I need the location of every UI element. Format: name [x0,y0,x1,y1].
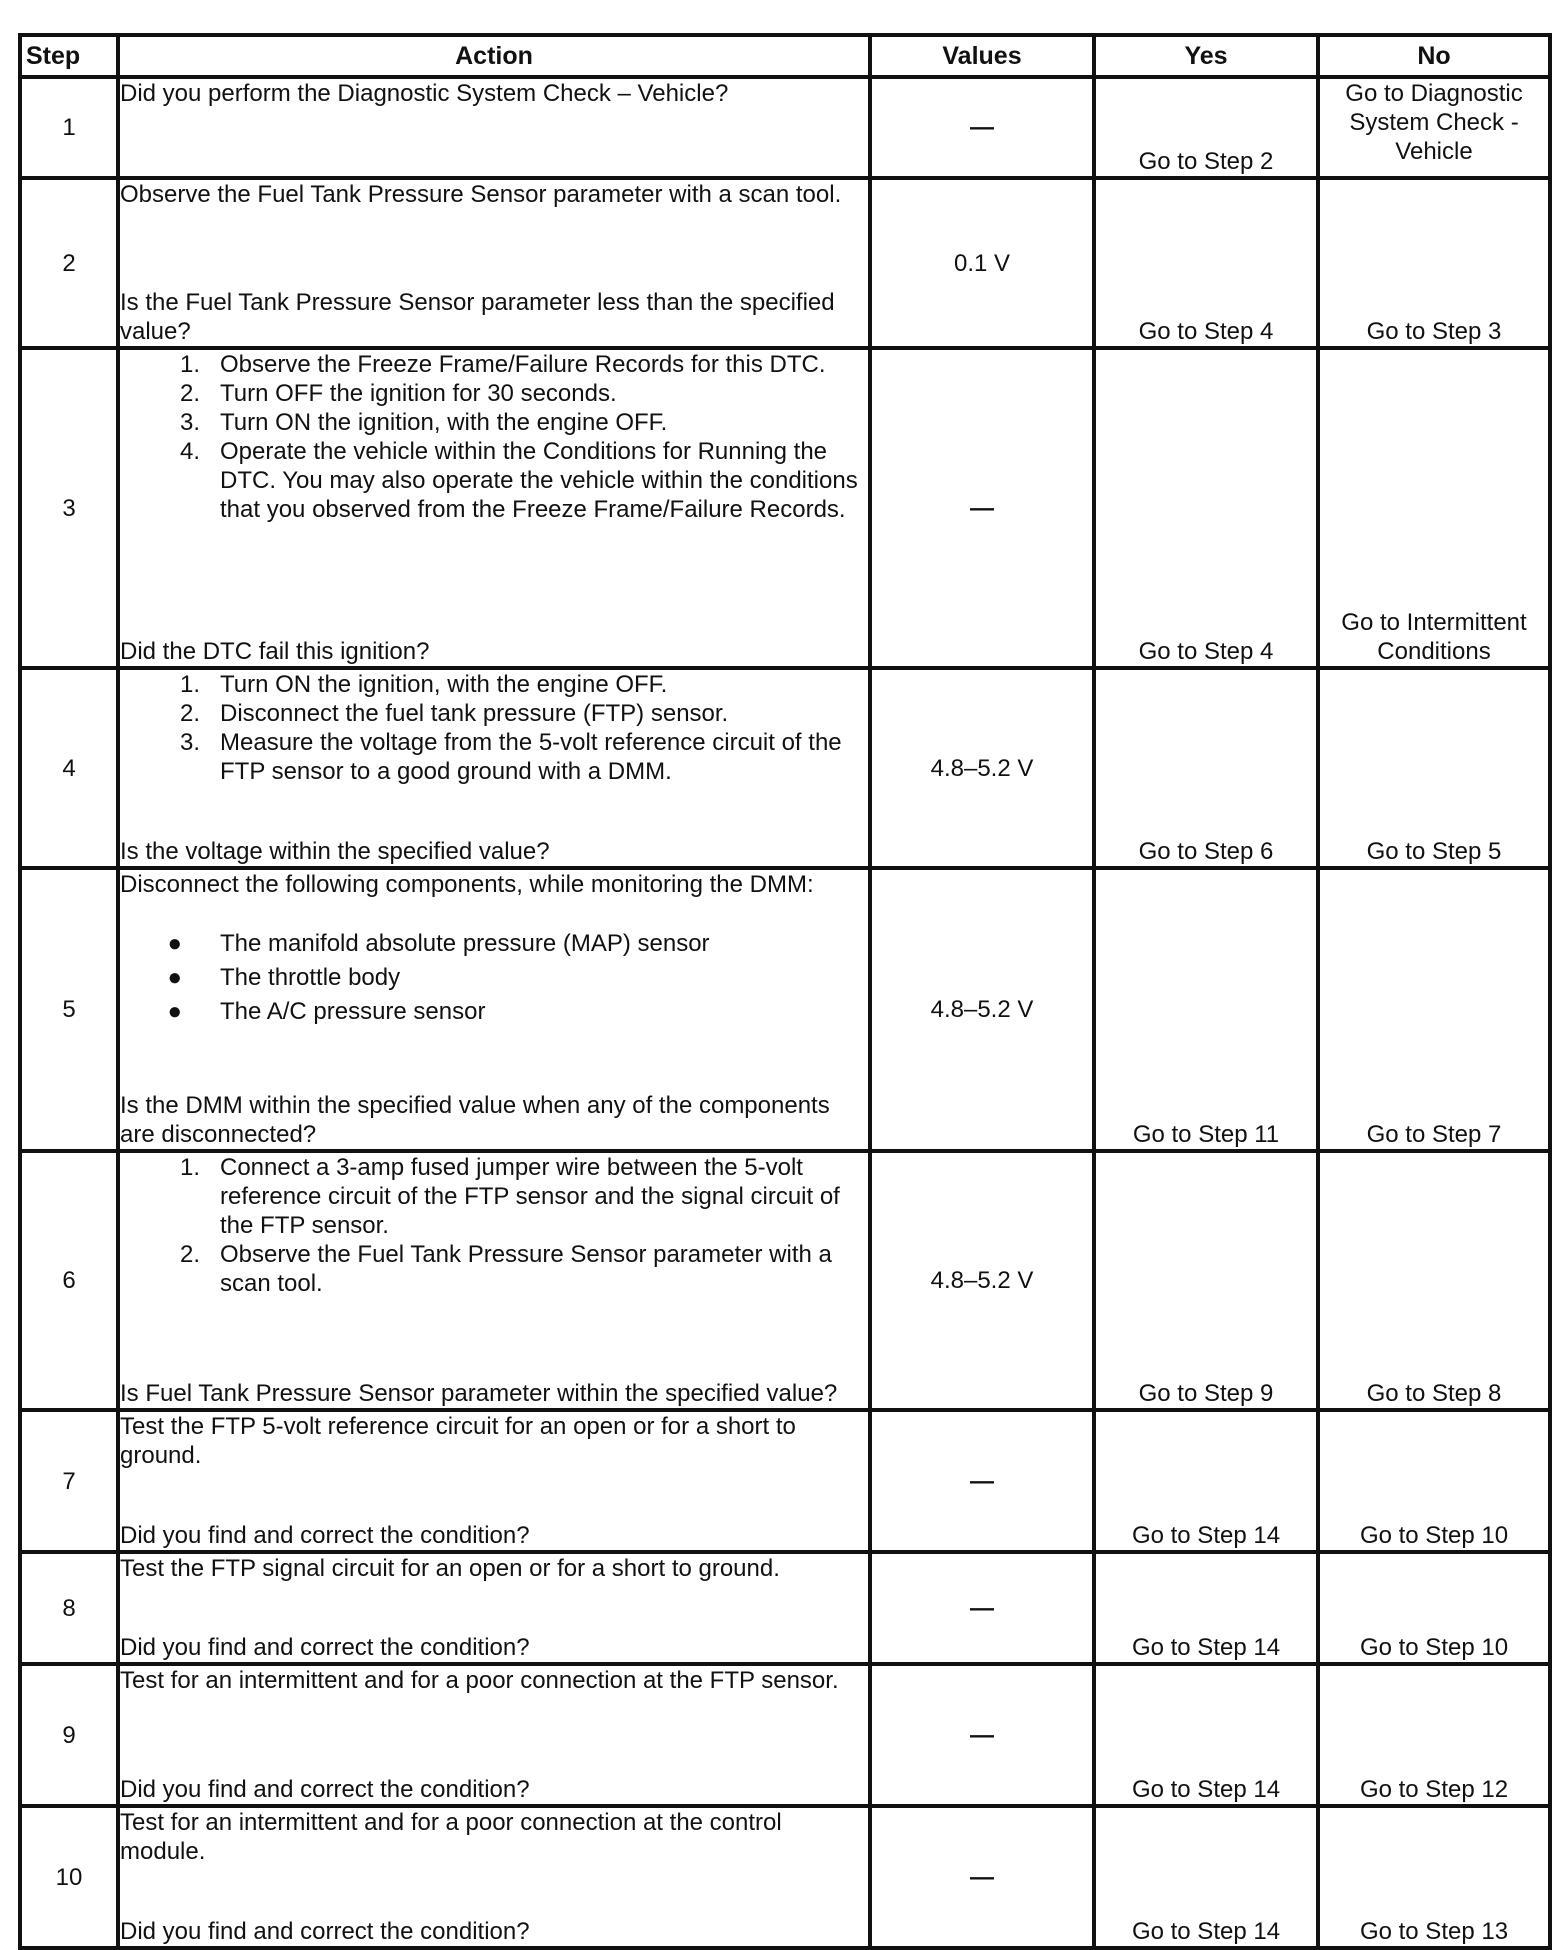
diagnostic-table [18,33,1552,1950]
list-item-number: 1. [179,351,200,378]
action-cell [118,1151,870,1410]
step-number: 2 [20,178,118,348]
list-item-number: 1. [179,671,200,698]
header-action: Action [118,35,870,77]
action-cell [118,1552,870,1664]
no-result: Go to Intermittent Conditions [1318,348,1550,668]
list-item [120,670,868,699]
no-result: Go to Step 8 [1318,1151,1550,1410]
table-row [20,1806,1550,1948]
list-item-number: 1. [179,1154,200,1181]
header-step: Step [20,35,118,77]
table-row [20,1410,1550,1552]
action-content [120,350,868,666]
yes-result: Go to Step 14 [1094,1552,1318,1664]
no-result: Go to Step 5 [1318,668,1550,868]
list-item-number: 4. [179,438,200,465]
action-content [120,1808,868,1946]
list-item-text: Turn OFF the ignition for 30 seconds. [220,380,617,407]
step-number: 7 [20,1410,118,1552]
yes-result: Go to Step 2 [1094,77,1318,178]
step-number: 5 [20,868,118,1151]
step-number: 1 [20,77,118,178]
numbered-list [120,670,868,786]
yes-result: Go to Step 14 [1094,1806,1318,1948]
list-item-text: Turn ON the ignition, with the engine OFF. [220,671,668,698]
action-content [120,1666,868,1804]
action-question: Is the DMM within the specified value when any of the components are disconnected? [120,1092,830,1148]
action-content [120,870,868,1149]
value-cell: — [870,1806,1094,1948]
action-cell [118,868,870,1151]
action-intro: Did you perform the Diagnostic System Check – Vehicle? [120,80,729,107]
bullet-icon: ● [167,964,182,991]
yes-result: Go to Step 6 [1094,668,1318,868]
list-item [120,699,868,728]
table-row [20,668,1550,868]
step-number: 4 [20,668,118,868]
header-yes: Yes [1094,35,1318,77]
list-item [120,379,868,408]
list-item-text: Turn ON the ignition, with the engine OFF. [220,409,668,436]
list-item-number: 3. [179,729,200,756]
action-cell [118,1410,870,1552]
action-content [120,1412,868,1550]
numbered-list [120,350,868,524]
action-content [120,180,868,346]
no-result: Go to Diagnostic System Check - Vehicle [1318,77,1550,178]
step-number: 10 [20,1806,118,1948]
action-intro: Test the FTP 5-volt reference circuit for an open or for a short to ground. [120,1413,796,1469]
table-row [20,77,1550,178]
list-item [120,1240,868,1298]
action-content [120,1554,868,1662]
bullet-icon: ● [167,930,182,957]
yes-result: Go to Step 4 [1094,178,1318,348]
list-item [120,437,868,524]
list-item-number: 3. [179,409,200,436]
bullet-list [120,927,868,1029]
action-cell [118,1664,870,1806]
action-intro: Test for an intermittent and for a poor connection at the FTP sensor. [120,1667,839,1694]
step-number: 3 [20,348,118,668]
list-item-text: Connect a 3-amp fused jumper wire between the 5-volt reference circuit of the FTP sensor and the signal circuit of the FTP sensor. [220,1154,840,1239]
value-cell: — [870,1552,1094,1664]
step-number: 8 [20,1552,118,1664]
bullet-item [120,995,868,1029]
action-question: Did you find and correct the condition? [120,1522,530,1549]
table-body [20,77,1550,1948]
table-row [20,178,1550,348]
no-result: Go to Step 13 [1318,1806,1550,1948]
action-intro: Observe the Fuel Tank Pressure Sensor parameter with a scan tool. [120,181,842,208]
list-item-number: 2. [179,700,200,727]
list-item [120,1153,868,1240]
action-intro: Disconnect the following components, while monitoring the DMM: [120,871,814,898]
bullet-text: The A/C pressure sensor [220,998,486,1025]
value-cell: — [870,348,1094,668]
table-row [20,1552,1550,1664]
list-item-number: 2. [179,1241,200,1268]
action-question: Is Fuel Tank Pressure Sensor parameter within the specified value? [120,1380,838,1407]
list-item-text: Observe the Freeze Frame/Failure Records for this DTC. [220,351,826,378]
table-row [20,868,1550,1151]
yes-result: Go to Step 9 [1094,1151,1318,1410]
action-cell [118,668,870,868]
step-number: 9 [20,1664,118,1806]
yes-result: Go to Step 4 [1094,348,1318,668]
no-result: Go to Step 3 [1318,178,1550,348]
action-intro: Test for an intermittent and for a poor connection at the control module. [120,1809,782,1865]
action-intro: Test the FTP signal circuit for an open or for a short to ground. [120,1555,780,1582]
action-content [120,670,868,866]
bullet-text: The throttle body [220,964,401,991]
list-item [120,350,868,379]
action-content [120,1153,868,1408]
action-question: Is the Fuel Tank Pressure Sensor parameter less than the specified value? [120,289,835,345]
list-item [120,408,868,437]
list-item-text: Observe the Fuel Tank Pressure Sensor parameter with a scan tool. [220,1241,832,1297]
action-question: Did you find and correct the condition? [120,1918,530,1945]
action-cell [118,348,870,668]
list-item-text: Measure the voltage from the 5-volt reference circuit of the FTP sensor to a good ground with a DMM. [220,729,842,785]
header-row [20,35,1550,77]
no-result: Go to Step 7 [1318,868,1550,1151]
yes-result: Go to Step 14 [1094,1664,1318,1806]
bullet-text: The manifold absolute pressure (MAP) sensor [220,930,710,957]
table-row [20,348,1550,668]
value-cell: — [870,1664,1094,1806]
action-question: Is the voltage within the specified value? [120,838,550,865]
step-number: 6 [20,1151,118,1410]
list-item-text: Disconnect the fuel tank pressure (FTP) sensor. [220,700,729,727]
yes-result: Go to Step 11 [1094,868,1318,1151]
header-no: No [1318,35,1550,77]
value-cell: 0.1 V [870,178,1094,348]
action-question: Did you find and correct the condition? [120,1776,530,1803]
value-cell: 4.8–5.2 V [870,868,1094,1151]
value-cell: — [870,1410,1094,1552]
value-cell: — [870,77,1094,178]
no-result: Go to Step 10 [1318,1552,1550,1664]
no-result: Go to Step 10 [1318,1410,1550,1552]
list-item [120,728,868,786]
action-cell [118,1806,870,1948]
header-values: Values [870,35,1094,77]
action-cell [118,77,870,178]
numbered-list [120,1153,868,1298]
bullet-item [120,927,868,961]
value-cell: 4.8–5.2 V [870,1151,1094,1410]
table-row [20,1664,1550,1806]
list-item-number: 2. [179,380,200,407]
action-cell [118,178,870,348]
table-row [20,1151,1550,1410]
no-result: Go to Step 12 [1318,1664,1550,1806]
value-cell: 4.8–5.2 V [870,668,1094,868]
action-content [120,79,868,176]
action-question: Did the DTC fail this ignition? [120,638,430,665]
action-question: Did you find and correct the condition? [120,1634,530,1661]
bullet-icon: ● [167,998,182,1025]
list-item-text: Operate the vehicle within the Conditions for Running the DTC. You may also operate the vehicle within the conditions that you observed from the Freeze Frame/Failure Records. [220,438,858,523]
bullet-item [120,961,868,995]
yes-result: Go to Step 14 [1094,1410,1318,1552]
